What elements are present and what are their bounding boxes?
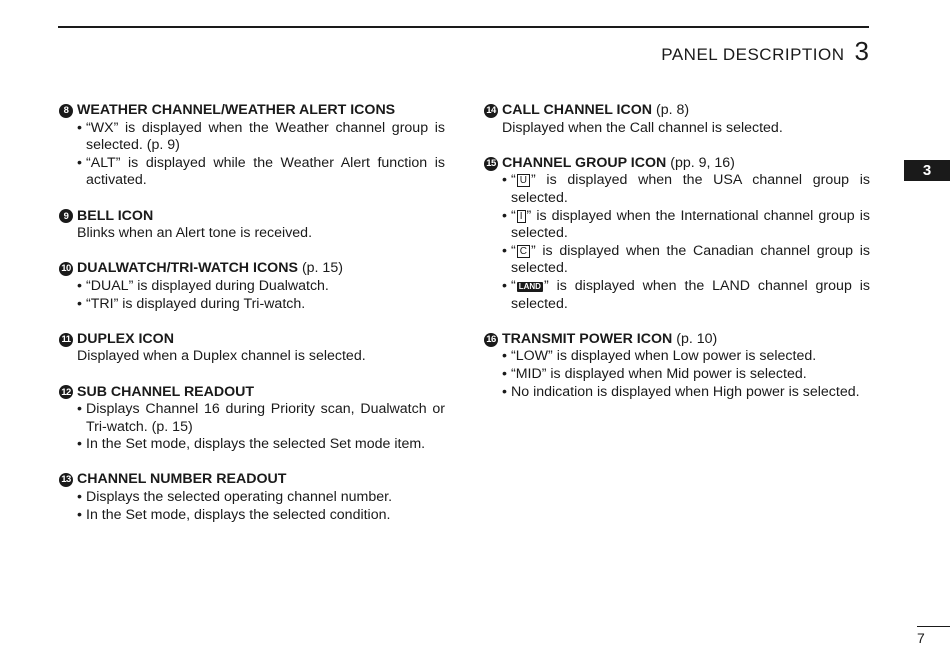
bullet-item [502, 172, 870, 207]
bullet-list [59, 489, 445, 524]
bullet-item [502, 208, 870, 243]
section-heading [59, 471, 445, 489]
callout-number-icon: 11 [59, 333, 73, 347]
bullet-item: • “ALT” is displayed while the Weather Alert function is activated. [77, 155, 445, 190]
bullet-list [59, 401, 445, 454]
bullet-text: is displayed when the Canadian channel group is selected. [511, 242, 870, 277]
section-heading [59, 208, 445, 226]
callout-number-icon: 16 [484, 333, 498, 347]
section-dualwatch-icons [59, 260, 445, 313]
page-title: PANEL DESCRIPTION [661, 45, 845, 64]
bullet-item [502, 243, 870, 278]
close-quote: ” [543, 277, 549, 294]
bullet-item: • “MID” is displayed when Mid power is selected. [502, 366, 870, 384]
page-reference: (p. 8) [656, 102, 690, 118]
usa-group-icon: U [517, 174, 530, 187]
bullet-list [59, 278, 445, 313]
bullet-item: • “TRI” is displayed during Tri-watch. [77, 296, 445, 314]
bullet-item: • In the Set mode, displays the selected Set mode item. [77, 436, 445, 454]
bullet-item: • Displays the selected operating channel number. [77, 489, 445, 507]
bullet-text: is displayed when the LAND channel group is selected. [511, 277, 870, 312]
bullet-item: • In the Set mode, displays the selected condition. [77, 507, 445, 525]
bullet-item [502, 278, 870, 313]
section-title: BELL ICON [77, 207, 154, 224]
land-group-icon: LAND [518, 281, 541, 291]
page-header [661, 36, 869, 67]
section-title: WEATHER CHANNEL/WEATHER ALERT ICONS [77, 102, 396, 118]
canadian-group-icon: C [517, 245, 530, 258]
section-description: Displayed when a Duplex channel is selected. [77, 348, 366, 365]
section-channel-group-icon [484, 155, 870, 313]
close-quote: ” [526, 207, 532, 224]
open-quote: “ [511, 277, 516, 294]
section-title: SUB CHANNEL READOUT [77, 383, 255, 400]
section-heading [484, 102, 870, 120]
bullet-item: • “WX” is displayed when the Weather channel group is selected. (p. 9) [77, 120, 445, 155]
international-group-icon: I [517, 210, 526, 223]
bullet-list [59, 120, 445, 190]
top-rule [58, 26, 869, 28]
footer-rule [917, 626, 950, 627]
bullet-item: • No indication is displayed when High power is selected. [502, 384, 870, 402]
section-title: CHANNEL GROUP ICON [502, 154, 667, 171]
open-quote: “ [511, 172, 516, 189]
page-reference: (p. 10) [676, 330, 718, 347]
callout-number-icon: 8 [59, 104, 73, 118]
close-quote: ” [530, 172, 536, 189]
section-heading [59, 102, 445, 120]
open-quote: “ [511, 207, 516, 224]
chapter-number: 3 [854, 36, 869, 66]
section-heading [59, 384, 445, 402]
section-title: CALL CHANNEL ICON [502, 102, 653, 118]
section-heading [59, 260, 445, 278]
section-description: Displayed when the Call channel is selected. [502, 119, 783, 136]
close-quote: ” [530, 242, 536, 259]
section-transmit-power-icon [484, 331, 870, 401]
chapter-side-tab: 3 [904, 160, 950, 181]
section-heading [59, 331, 445, 349]
section-description: Blinks when an Alert tone is received. [77, 225, 313, 242]
right-column [484, 102, 870, 419]
section-channel-number-readout [59, 471, 445, 524]
callout-number-icon: 15 [484, 157, 498, 171]
section-title: DUALWATCH/TRI-WATCH ICONS [77, 260, 298, 277]
callout-number-icon: 9 [59, 209, 73, 223]
bullet-text: is displayed when the USA channel group is selected. [511, 172, 870, 206]
bullet-item: • “DUAL” is displayed during Dualwatch. [77, 278, 445, 296]
page-reference: (pp. 9, 16) [670, 154, 735, 171]
page-reference: (p. 15) [301, 260, 343, 277]
callout-number-icon: 14 [484, 104, 498, 118]
section-sub-channel-readout [59, 384, 445, 454]
page-number: 7 [917, 630, 925, 646]
section-title: TRANSMIT POWER ICON [502, 330, 673, 347]
section-weather-icons [59, 102, 445, 190]
section-duplex-icon [59, 331, 445, 366]
section-bell-icon [59, 208, 445, 243]
open-quote: “ [511, 242, 516, 259]
section-call-channel-icon [484, 102, 870, 137]
bullet-list [484, 348, 870, 401]
section-heading [484, 155, 870, 173]
callout-number-icon: 13 [59, 473, 73, 487]
section-title: CHANNEL NUMBER READOUT [77, 471, 287, 488]
bullet-list [484, 172, 870, 313]
bullet-item: • Displays Channel 16 during Priority scan, Dualwatch or Tri-watch. (p. 15) [77, 401, 445, 436]
callout-number-icon: 10 [59, 262, 73, 276]
callout-number-icon: 12 [59, 385, 73, 399]
bullet-item: • “LOW” is displayed when Low power is selected. [502, 348, 870, 366]
bullet-text: is displayed when the International channel group is selected. [511, 207, 870, 242]
section-heading [484, 331, 870, 349]
left-column [59, 102, 445, 542]
section-title: DUPLEX ICON [77, 330, 174, 347]
